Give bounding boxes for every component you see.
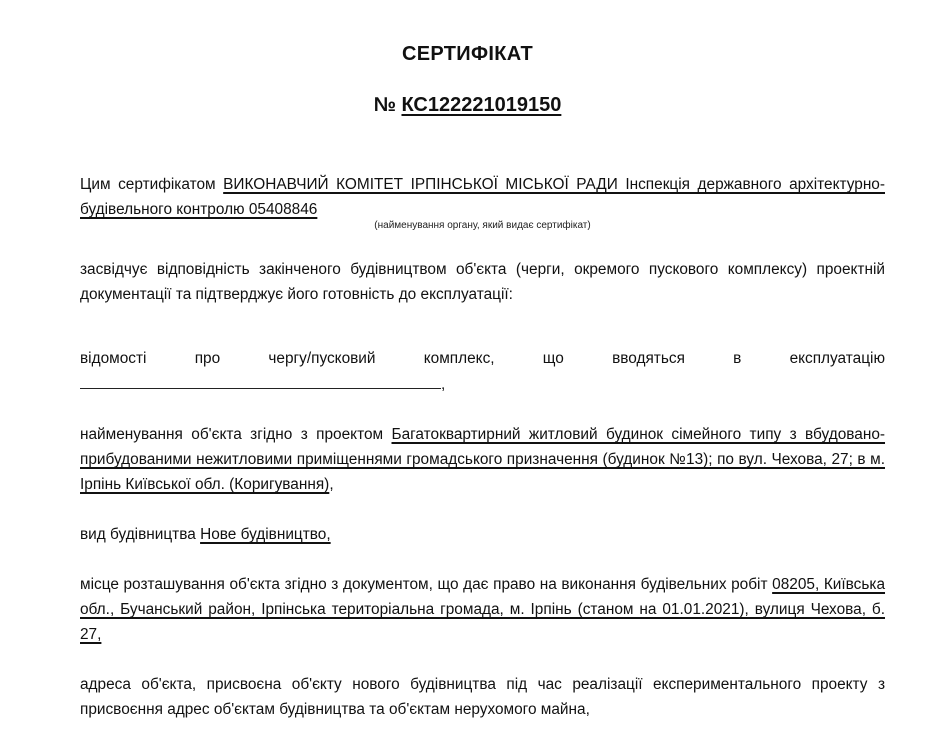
location-value: 08205, Київська обл., Бучанський район, Ірпінська територіальна громада, м. Ірпінь (станом на 01.01.2021), вулиця Чехова, б. 27, — [80, 576, 886, 643]
stage-word-6: вводяться — [612, 350, 685, 367]
stage-word-4: комплекс, — [423, 350, 495, 367]
page-title: СЕРТИФІКАТ — [402, 43, 533, 65]
stage-info-blank — [80, 372, 445, 397]
stage-word-8: експлуатацію — [789, 350, 885, 367]
stage-word-5: що — [542, 350, 564, 367]
location-paragraph — [80, 572, 885, 647]
attest-paragraph: засвідчує відповідність закінченого будівництвом об'єкта (черги, окремого пускового комплексу) проектній документації та підтверджує його готовність до експлуатації: — [80, 261, 885, 303]
issuer-caption: (найменування органу, який видає сертифікат) — [374, 220, 591, 231]
issuer-name: ВИКОНАВЧИЙ КОМІТЕТ ІРПІНСЬКОЇ МІСЬКОЇ РАДИ Інспекція державного архітектурно-будівельного контролю 05408846 — [80, 176, 885, 218]
object-name-paragraph — [80, 422, 885, 497]
blank-underline — [80, 372, 441, 389]
object-name-lead: найменування об'єкта згідно з проектом — [80, 426, 384, 443]
construction-type-value: Нове будівництво, — [200, 526, 331, 543]
construction-type-paragraph — [80, 522, 885, 547]
address-paragraph: адреса об'єкта, присвоєна об'єкту нового будівництва під час реалізації експериментального проекту з присвоєння адрес об'єктам будівництва та об'єктам нерухомого майна, — [80, 676, 885, 718]
stage-word-1: відомості — [80, 350, 147, 367]
stage-word-2: про — [194, 350, 221, 367]
stage-word-3: чергу/пусковий — [268, 350, 376, 367]
construction-type-lead: вид будівництва — [80, 526, 196, 543]
location-lead: місце розташування об'єкта згідно з документом, що дає право на виконання будівельних робіт — [80, 576, 768, 593]
stage-info-line — [80, 346, 885, 371]
issuer-paragraph — [80, 172, 885, 222]
issuer-lead: Цим сертифікатом — [80, 176, 216, 193]
number-prefix: № — [373, 94, 396, 116]
object-name-tail: , — [329, 476, 334, 493]
stage-word-7: в — [733, 350, 742, 367]
object-name-value: Багатоквартирний житловий будинок сімейного типу з вбудовано-прибудованими нежитловими приміщеннями громадського призначення (будинок №13); по вул. Чехова, 27; в м. Ірпінь Київської обл. (Коригування) — [80, 426, 886, 493]
certificate-number — [0, 94, 935, 117]
blank-tail: , — [441, 376, 446, 393]
number-value: КС122221019150 — [401, 94, 562, 116]
